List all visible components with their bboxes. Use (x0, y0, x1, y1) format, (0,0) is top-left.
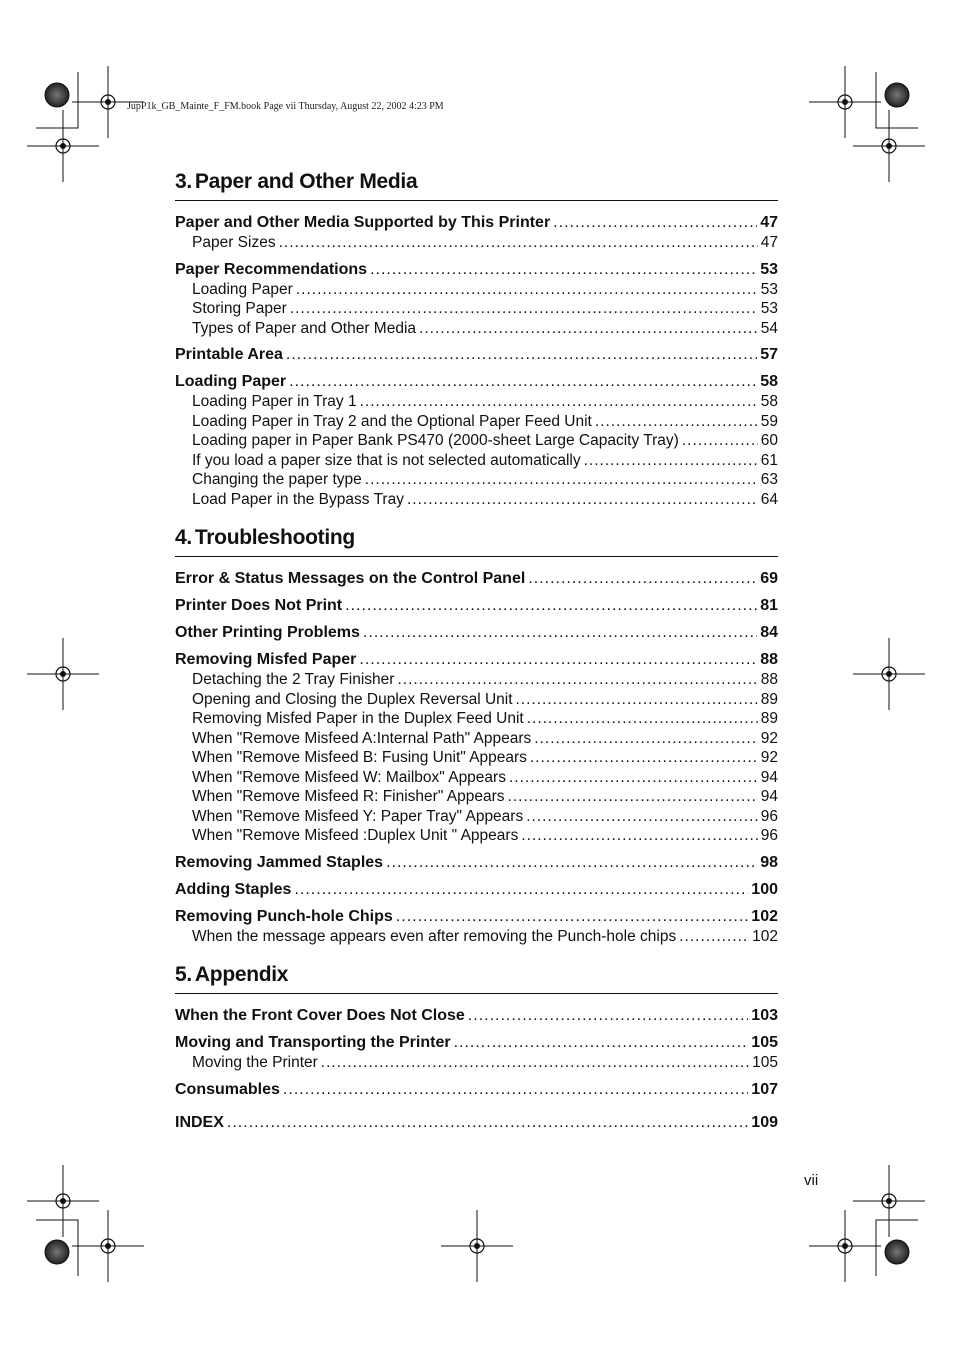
toc-entry-page: 94 (760, 788, 778, 805)
toc-entry-page: 96 (760, 827, 778, 844)
dot-leader (321, 1053, 749, 1073)
toc-subentry[interactable] (175, 392, 778, 412)
toc-entry-page: 92 (760, 749, 778, 766)
toc-entry-label: Storing Paper (192, 300, 287, 317)
toc-entry-label: Removing Punch-hole Chips (175, 907, 393, 925)
section-title (175, 526, 778, 557)
toc-entry-label: When "Remove Misfeed B: Fusing Unit" Appears (192, 749, 527, 766)
section-title-text: Appendix (194, 963, 289, 986)
dot-leader (360, 392, 758, 412)
toc-entry[interactable] (175, 372, 778, 392)
toc-subentry[interactable] (175, 709, 778, 729)
dot-leader (682, 431, 758, 451)
toc-entry-label: If you load a paper size that is not selected automatically (192, 451, 581, 469)
toc-subentry[interactable] (175, 826, 778, 846)
dot-leader (679, 927, 749, 947)
toc-subentry[interactable] (175, 748, 778, 768)
toc-entry-page: 102 (751, 907, 778, 925)
dot-leader (508, 787, 758, 807)
toc-entry-page: 61 (760, 451, 778, 469)
toc-entry-page: 84 (760, 624, 778, 641)
dot-leader (289, 372, 757, 392)
toc-entry-page: 57 (760, 346, 778, 363)
section-title (175, 963, 778, 994)
toc-entry-label: Printer Does Not Print (175, 597, 343, 614)
toc-entry-label: Removing Misfed Paper in the Duplex Feed Unit (192, 710, 524, 727)
toc-entries (175, 1006, 778, 1133)
toc-subentry[interactable] (175, 729, 778, 749)
toc-entry-page: 92 (760, 729, 778, 747)
dot-leader (516, 690, 758, 710)
dot-leader (530, 748, 758, 768)
dot-leader (345, 596, 757, 616)
toc-subentry[interactable] (175, 787, 778, 807)
dot-leader (386, 853, 757, 873)
toc-entry-page: 89 (760, 690, 778, 708)
toc-entry-page: 54 (760, 319, 778, 337)
toc-entry[interactable] (175, 569, 778, 589)
toc-entry[interactable] (175, 345, 778, 365)
section-paper-and-other-media (175, 170, 778, 509)
toc-entry-label: Loading Paper in Tray 1 (192, 393, 357, 410)
toc-entries (175, 569, 778, 946)
toc-entry-label: Removing Misfed Paper (175, 651, 357, 668)
dot-leader (296, 280, 758, 300)
toc-entry-page: 81 (760, 597, 778, 614)
toc-entry-page: 60 (760, 432, 778, 449)
toc-entry-page: 63 (760, 471, 778, 488)
toc-entry-label: Paper and Other Media Supported by This Printer (175, 214, 551, 231)
toc-entry-page: 105 (752, 1054, 778, 1071)
toc-entry-label: Types of Paper and Other Media (192, 319, 417, 337)
toc-entry[interactable] (175, 596, 778, 616)
toc-entry-page: 58 (760, 393, 778, 410)
toc-subentry[interactable] (175, 768, 778, 788)
toc-entry-label: Changing the paper type (192, 471, 362, 488)
toc-subentry[interactable] (175, 299, 778, 319)
toc-entry-label: INDEX (175, 1113, 224, 1131)
toc-entry[interactable] (175, 650, 778, 670)
toc-entry-page: 103 (751, 1007, 778, 1024)
toc-entry-page: 88 (760, 651, 778, 668)
dot-leader (509, 768, 758, 788)
dot-leader (279, 233, 758, 253)
toc-entry-page: 53 (760, 260, 778, 278)
toc-entry-label: Loading Paper (192, 280, 293, 298)
toc-entry-label: Error & Status Messages on the Control Panel (175, 570, 526, 587)
toc-entry-label: Adding Staples (175, 880, 292, 898)
section-number: 4. (175, 526, 192, 549)
dot-leader (359, 650, 757, 670)
section-appendix (175, 963, 778, 1133)
dot-leader (521, 826, 757, 846)
toc-entry[interactable] (175, 623, 778, 643)
toc-entry[interactable] (175, 260, 778, 280)
print-header: JupP1k_GB_Mainte_F_FM.book Page vii Thursday, August 22, 2002 4:23 PM (127, 101, 444, 112)
section-title-text: Paper and Other Media (194, 170, 418, 193)
toc-subentry[interactable] (175, 807, 778, 827)
toc-entry-label: Paper Recommendations (175, 260, 368, 278)
toc-entry[interactable] (175, 853, 778, 873)
toc-entry[interactable] (175, 213, 778, 233)
dot-leader (363, 623, 757, 643)
toc-entry[interactable] (175, 1006, 778, 1026)
dot-leader (454, 1033, 749, 1053)
toc-entry-label: Detaching the 2 Tray Finisher (192, 671, 395, 688)
dot-leader (528, 569, 757, 589)
section-title-text: Troubleshooting (194, 526, 355, 549)
section-troubleshooting (175, 526, 778, 946)
toc-entry-page: 69 (760, 570, 778, 587)
toc-entry[interactable] (175, 1033, 778, 1053)
dot-leader (526, 807, 758, 827)
section-number: 3. (175, 170, 192, 193)
toc-entry-label: Removing Jammed Staples (175, 853, 384, 871)
toc-entry-page: 64 (760, 490, 778, 508)
page-number: vii (804, 1172, 819, 1189)
toc-subentry[interactable] (175, 280, 778, 300)
toc-subentry[interactable] (175, 927, 778, 947)
toc-entry-page: 100 (751, 880, 778, 898)
toc-entry-label: Other Printing Problems (175, 624, 360, 641)
toc-entry-label: When the message appears even after removing the Punch-hole chips (192, 927, 677, 945)
dot-leader (294, 880, 748, 900)
toc-entry-label: Loading Paper (175, 373, 287, 390)
dot-leader (227, 1113, 748, 1133)
dot-leader (286, 345, 757, 365)
toc-entry-label: Printable Area (175, 346, 283, 363)
toc-entry-page: 98 (760, 853, 778, 871)
toc-entry-label: Opening and Closing the Duplex Reversal Unit (192, 690, 513, 708)
toc-entry-page: 94 (760, 768, 778, 786)
dot-leader (553, 213, 757, 233)
toc-subentry[interactable] (175, 470, 778, 490)
toc-entry-page: 89 (760, 710, 778, 727)
dot-leader (584, 451, 758, 471)
toc-subentry[interactable] (175, 233, 778, 253)
toc-entry-page: 53 (760, 300, 778, 317)
toc-entry-page: 109 (751, 1113, 778, 1131)
toc-subentry[interactable] (175, 412, 778, 432)
dot-leader (290, 299, 758, 319)
dot-leader (407, 490, 758, 510)
toc-entry-page: 88 (760, 671, 778, 688)
toc-entry-label: When "Remove Misfeed :Duplex Unit " Appears (192, 827, 519, 844)
dot-leader (534, 729, 757, 749)
toc-subentry[interactable] (175, 319, 778, 339)
dot-leader (396, 907, 749, 927)
toc-entry-page: 102 (752, 927, 778, 945)
dot-leader (527, 709, 758, 729)
toc-entry-label: Loading paper in Paper Bank PS470 (2000-sheet Large Capacity Tray) (192, 432, 679, 449)
toc-entry-page: 58 (760, 373, 778, 390)
toc-entry-label: When "Remove Misfeed R: Finisher" Appears (192, 788, 505, 805)
toc-entry-page: 107 (751, 1080, 778, 1098)
toc-entry-label: When "Remove Misfeed Y: Paper Tray" Appears (192, 807, 524, 825)
dot-leader (419, 319, 758, 339)
dot-leader (468, 1006, 749, 1026)
toc-subentry[interactable] (175, 451, 778, 471)
toc-entries (175, 213, 778, 509)
toc-subentry[interactable] (175, 670, 778, 690)
toc-subentry[interactable] (175, 490, 778, 510)
dot-leader (365, 470, 758, 490)
toc-entry[interactable] (175, 1113, 778, 1133)
dot-leader (595, 412, 758, 432)
toc-entry-page: 59 (760, 412, 778, 430)
toc-subentry[interactable] (175, 1053, 778, 1073)
dot-leader (283, 1080, 748, 1100)
toc-subentry[interactable] (175, 431, 778, 451)
toc-entry-label: When "Remove Misfeed A:Internal Path" Appears (192, 729, 532, 747)
section-title (175, 170, 778, 201)
toc-entry-page: 47 (760, 214, 778, 231)
toc-entry[interactable] (175, 880, 778, 900)
toc-entry[interactable] (175, 1080, 778, 1100)
toc-entry[interactable] (175, 907, 778, 927)
toc-entry-page: 47 (760, 234, 778, 251)
toc-entry-page: 105 (751, 1034, 778, 1051)
toc-entry-label: Consumables (175, 1080, 280, 1098)
dot-leader (397, 670, 757, 690)
toc-entry-page: 53 (760, 280, 778, 298)
toc-entry-label: Moving the Printer (192, 1054, 318, 1071)
toc-entry-page: 96 (760, 807, 778, 825)
toc-entry-label: Moving and Transporting the Printer (175, 1034, 451, 1051)
toc-subentry[interactable] (175, 690, 778, 710)
dot-leader (370, 260, 757, 280)
section-number: 5. (175, 963, 192, 986)
toc-entry-label: When "Remove Misfeed W: Mailbox" Appears (192, 768, 506, 786)
toc-entry-label: When the Front Cover Does Not Close (175, 1007, 465, 1024)
toc-entry-label: Loading Paper in Tray 2 and the Optional Paper Feed Unit (192, 412, 592, 430)
toc-entry-label: Paper Sizes (192, 234, 276, 251)
toc-entry-label: Load Paper in the Bypass Tray (192, 490, 404, 508)
